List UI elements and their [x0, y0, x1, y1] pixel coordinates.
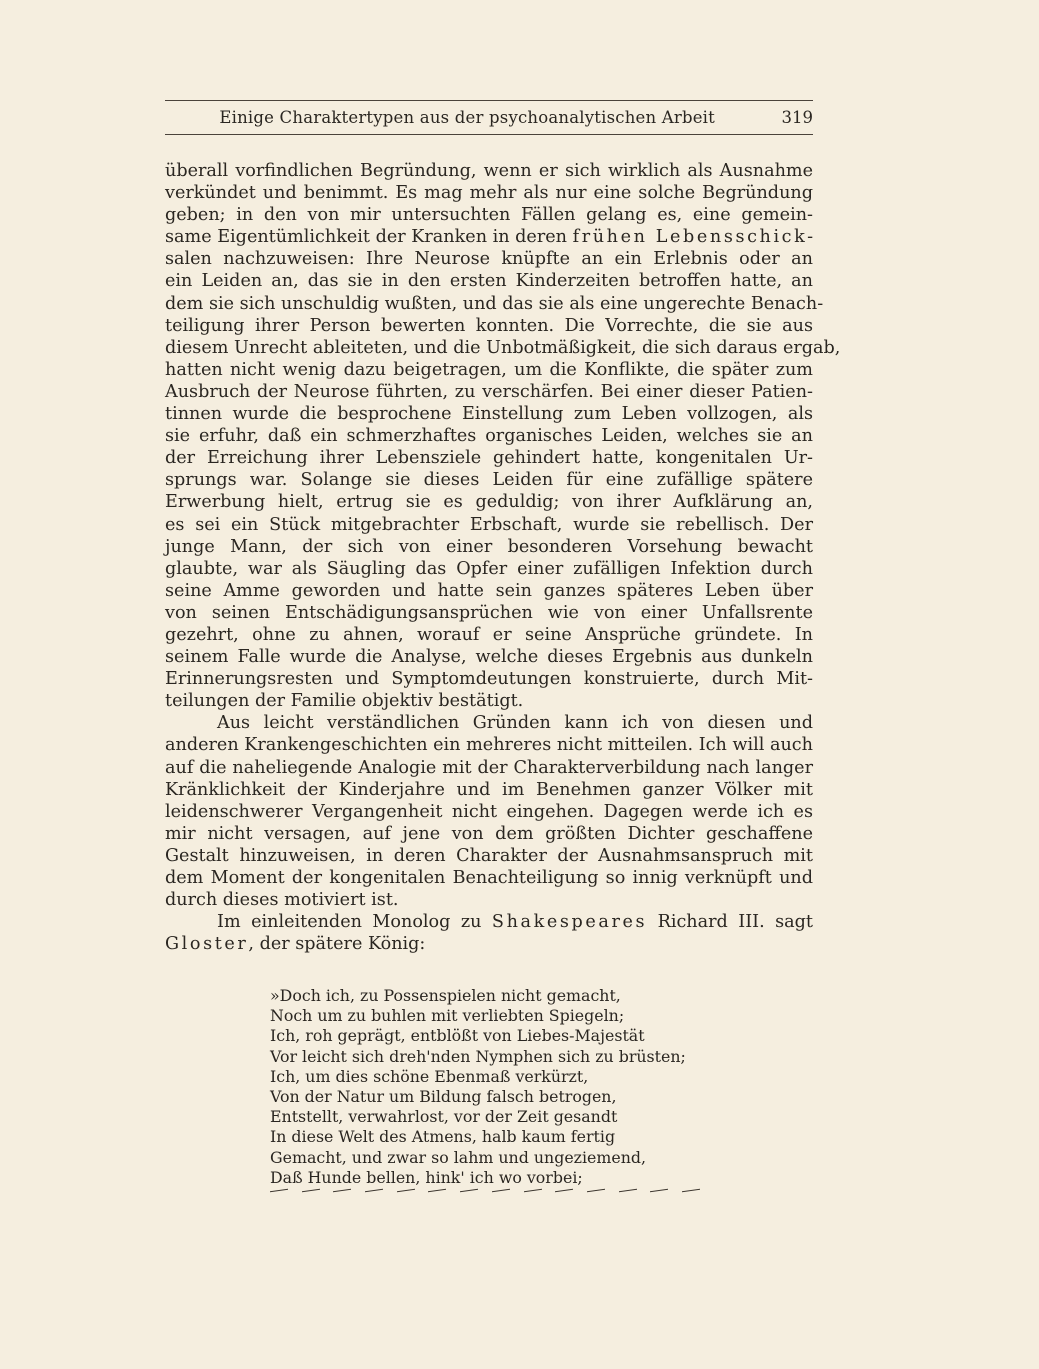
text-line: Ausbruch der Neurose führten, zu verschärfen. Bei einer dieser Patien- [165, 381, 813, 402]
header-rule-top [165, 100, 813, 101]
dash-mark [365, 1189, 383, 1193]
omission-dashes [270, 1190, 700, 1191]
text-line: Aus leicht verständlichen Gründen kann ich von diesen und [217, 713, 813, 734]
dash-mark [428, 1189, 446, 1193]
text-line: Kränklichkeit der Kinderjahre und im Benehmen ganzer Völker mit [165, 779, 813, 800]
dash-mark [492, 1189, 510, 1193]
text-line: salen nachzuweisen: Ihre Neurose knüpfte an ein Erlebnis oder an [165, 249, 813, 270]
emphasized-text: frühen Lebensschick- [572, 227, 816, 248]
running-head [165, 106, 813, 130]
page-number: 319 [781, 108, 813, 127]
verse-line: Von der Natur um Bildung falsch betrogen, [270, 1086, 617, 1106]
dash-mark [270, 1189, 288, 1193]
dash-mark [619, 1189, 637, 1193]
text-line: junge Mann, der sich von einer besonderen Vorsehung bewacht [165, 536, 813, 557]
running-title: Einige Charaktertypen aus der psychoanalytischen Arbeit [219, 108, 715, 127]
text-line: Gestalt hinzuweisen, in deren Charakter der Ausnahmsanspruch mit [165, 845, 813, 866]
text-line: es sei ein Stück mitgebrachter Erbschaft, wurde sie rebellisch. Der [165, 514, 813, 535]
verse-line: Vor leicht sich dreh'nden Nymphen sich zu brüsten; [270, 1046, 686, 1066]
text-line: leidenschwerer Vergangenheit nicht eingehen. Dagegen werde ich es [165, 801, 813, 822]
dash-mark [524, 1189, 542, 1193]
text-line: mir nicht versagen, auf jene von dem größten Dichter geschaffene [165, 823, 813, 844]
dash-mark [460, 1189, 478, 1193]
text-line: diesem Unrecht ableiteten, und die Unbotmäßigkeit, die sich daraus ergab, [165, 337, 841, 358]
verse-line: »Doch ich, zu Possenspielen nicht gemacht, [270, 986, 621, 1005]
text-line: auf die naheliegende Analogie mit der Charakterverbildung nach langer [165, 757, 813, 778]
verse-line: Daß Hunde bellen, hink' ich wo vorbei; [270, 1167, 583, 1187]
header-rule-bottom [165, 134, 813, 135]
verse-line: Ich, roh geprägt, entblößt von Liebes-Majestät [270, 1026, 645, 1046]
text-line [165, 226, 816, 248]
dash-mark [302, 1189, 320, 1193]
verse-line: Gemacht, und zwar so lahm und ungeziemend, [270, 1147, 647, 1167]
verse-quotation [270, 986, 710, 1188]
text-line: von seinen Entschädigungsansprüchen wie von einer Unfallsrente [165, 602, 813, 623]
text-line: verkündet und benimmt. Es mag mehr als nur eine solche Begründung [165, 183, 813, 204]
text-line: der Erreichung ihrer Lebensziele gehindert hatte, kongenitalen Ur- [165, 448, 813, 469]
text-line: sprungs war. Solange sie dieses Leiden für eine zufällige spätere [165, 470, 813, 491]
text-line: Erinnerungsresten und Symptomdeutungen konstruierte, durch Mit- [165, 669, 813, 690]
text-line: seine Amme geworden und hatte sein ganzes späteres Leben über [165, 580, 813, 601]
emphasized-text: Shakespeares [491, 912, 648, 933]
text-line: geben; in den von mir untersuchten Fällen gelang es, eine gemein- [165, 205, 813, 226]
text-line: dem Moment der kongenitalen Benachteiligung so innig verknüpft und [165, 868, 813, 888]
text-line: seinem Falle wurde die Analyse, welche dieses Ergebnis aus dunkeln [165, 647, 813, 668]
body-text [165, 160, 841, 955]
text-line: durch dieses motiviert ist. [165, 890, 399, 911]
dash-mark [682, 1189, 700, 1193]
text-fragment: , der spätere König: [248, 934, 426, 955]
text-line: anderen Krankengeschichten ein mehreres nicht mitteilen. Ich will auch [165, 735, 813, 756]
verse-line: Entstellt, verwahrlost, vor der Zeit gesandt [270, 1107, 618, 1127]
text-line [165, 911, 813, 933]
verse-line: Noch um zu buhlen mit verliebten Spiegeln; [270, 1006, 625, 1026]
dash-mark [333, 1189, 351, 1193]
text-fragment: Im einleitenden Monolog zu [217, 912, 492, 933]
text-line: ein Leiden an, das sie in den ersten Kinderzeiten betroffen hatte, an [165, 271, 813, 292]
dash-mark [587, 1189, 605, 1193]
text-line: teilungen der Familie objektiv bestätigt. [165, 691, 524, 712]
text-line: sie erfuhr, daß ein schmerzhaftes organisches Leiden, welches sie an [165, 426, 813, 447]
dash-mark [555, 1189, 573, 1193]
dash-mark [650, 1189, 668, 1193]
text-line: dem sie sich unschuldig wußten, und das sie als eine ungerechte Benach- [165, 293, 824, 314]
text-line: hatten nicht wenig dazu beigetragen, um die Konflikte, die später zum [165, 359, 813, 380]
text-fragment: Richard III. sagt [647, 912, 813, 933]
text-line: glaubte, war als Säugling das Opfer einer zufälligen Infektion durch [165, 558, 813, 579]
text-line: überall vorfindlichen Begründung, wenn er sich wirklich als Ausnahme [165, 161, 813, 181]
text-line: gezehrt, ohne zu ahnen, worauf er seine Ansprüche gründete. In [165, 624, 813, 645]
text-line [165, 933, 813, 955]
text-fragment: same Eigentümlichkeit der Kranken in deren [165, 227, 573, 248]
verse-line: In diese Welt des Atmens, halb kaum fertig [270, 1127, 616, 1147]
text-line: Erwerbung hielt, ertrug sie es geduldig; von ihrer Aufklärung an, [165, 492, 813, 513]
emphasized-text: Gloster [165, 934, 249, 955]
text-line: tinnen wurde die besprochene Einstellung zum Leben vollzogen, als [165, 404, 813, 425]
dash-mark [397, 1189, 415, 1193]
verse-line: Ich, um dies schöne Ebenmaß verkürzt, [270, 1066, 589, 1086]
text-line: teiligung ihrer Person bewerten konnten. Die Vorrechte, die sie aus [165, 315, 813, 336]
